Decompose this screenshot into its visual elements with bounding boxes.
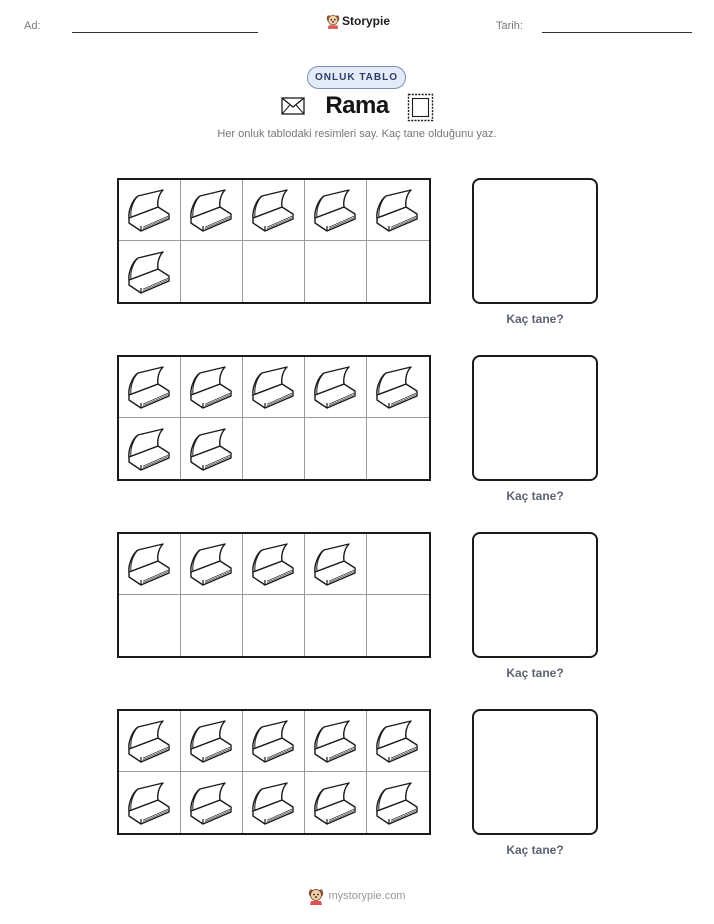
ten-frame-cell [243,534,305,595]
answer-box[interactable] [472,178,598,304]
ten-frame-cell [305,534,367,595]
ten-frame-cell [181,772,243,833]
book-icon [125,781,175,825]
ten-frame [117,532,431,658]
book-icon [373,719,423,763]
ten-frame-cell [305,595,367,656]
instructions-text: Her onluk tablodaki resimleri say. Kaç tane olduğunu yaz. [217,128,497,140]
name-field-line[interactable] [72,32,258,33]
book-icon [373,188,423,232]
ten-frame-cell [243,357,305,418]
book-icon [125,542,175,586]
category-badge: ONLUK TABLO [307,66,406,89]
book-icon [249,542,299,586]
name-label: Ad: [24,20,41,32]
page-header [0,0,714,50]
stamp-icon [407,93,434,122]
answer-box[interactable] [472,355,598,481]
book-icon [311,781,361,825]
answer-prompt: Kaç tane? [506,843,564,857]
ten-frame-cell [367,418,429,479]
book-icon [249,365,299,409]
ten-frame [117,178,431,304]
answer-box[interactable] [472,709,598,835]
ten-frame-cell [367,180,429,241]
ten-frame-cell [367,357,429,418]
ten-frame-cell [243,772,305,833]
ten-frame-cell [243,711,305,772]
answer-prompt: Kaç tane? [506,312,564,326]
book-icon [125,365,175,409]
exercise-row [0,355,714,515]
ten-frame-cell [305,241,367,302]
book-icon [125,250,175,294]
brand-name: Storypie [342,14,391,28]
answer-prompt: Kaç tane? [506,666,564,680]
footer-website: mystorypie.com [328,890,406,902]
ten-frame-cell [243,418,305,479]
ten-frame [117,355,431,481]
book-icon [249,719,299,763]
book-icon [311,542,361,586]
book-icon [187,188,237,232]
book-icon [187,781,237,825]
exercise-row [0,178,714,338]
book-icon [187,427,237,471]
ten-frame-cell [367,595,429,656]
ten-frame-cell [305,357,367,418]
ten-frame-cell [181,418,243,479]
ten-frame-cell [119,418,181,479]
brand-logo [326,13,390,29]
book-icon [187,719,237,763]
ten-frame-cell [305,418,367,479]
book-icon [249,781,299,825]
date-field-line[interactable] [542,32,692,33]
book-icon [311,719,361,763]
ten-frame-cell [119,357,181,418]
ten-frame-cell [119,772,181,833]
book-icon [311,188,361,232]
ten-frame-cell [305,772,367,833]
ten-frame-cell [181,241,243,302]
envelope-icon [281,97,305,115]
ten-frame-cell [243,241,305,302]
ten-frame-cell [119,241,181,302]
book-icon [373,365,423,409]
book-icon [373,781,423,825]
dog-mascot-icon [326,13,340,29]
exercise-row [0,532,714,692]
ten-frame-cell [243,180,305,241]
ten-frame-cell [367,772,429,833]
book-icon [249,188,299,232]
ten-frame-cell [181,180,243,241]
date-label: Tarih: [496,20,523,32]
ten-frame-cell [119,180,181,241]
ten-frame-cell [119,534,181,595]
book-icon [125,188,175,232]
answer-prompt: Kaç tane? [506,489,564,503]
exercise-row [0,709,714,869]
answer-box[interactable] [472,532,598,658]
ten-frame [117,709,431,835]
ten-frame-cell [367,534,429,595]
ten-frame-cell [305,180,367,241]
book-icon [187,542,237,586]
book-icon [187,365,237,409]
ten-frame-cell [181,534,243,595]
book-icon [311,365,361,409]
ten-frame-cell [367,711,429,772]
ten-frame-cell [305,711,367,772]
ten-frame-cell [119,711,181,772]
book-icon [125,719,175,763]
ten-frame-cell [181,711,243,772]
dog-mascot-icon [308,887,324,905]
title-row [0,92,714,124]
ten-frame-cell [181,357,243,418]
ten-frame-cell [367,241,429,302]
book-icon [125,427,175,471]
ten-frame-cell [119,595,181,656]
ten-frame-cell [181,595,243,656]
ten-frame-cell [243,595,305,656]
page-footer [0,884,714,908]
page-title: Rama [325,92,389,119]
